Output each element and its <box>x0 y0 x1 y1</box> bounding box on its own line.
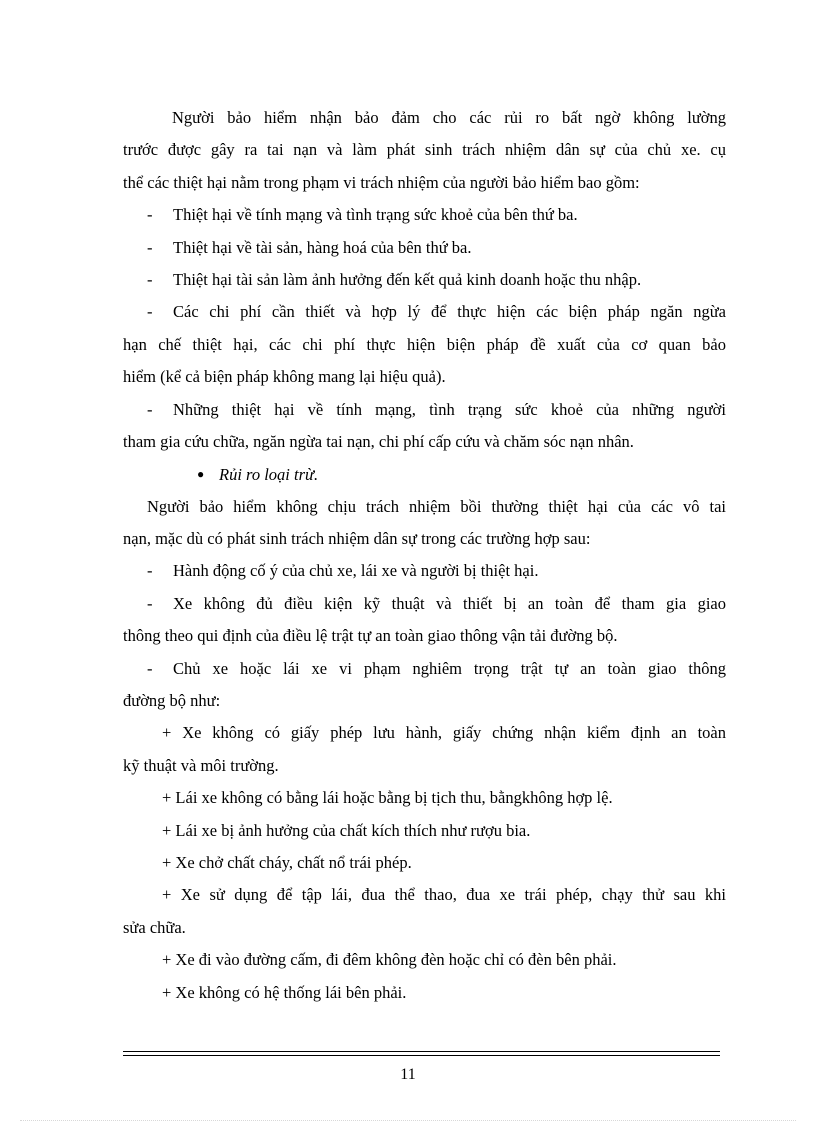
line-text: hiểm (kể cả biện pháp không mang lại hiệu quả). <box>123 367 446 387</box>
line-text: sửa chữa. <box>123 917 186 937</box>
paragraph-line <box>123 912 726 944</box>
dash-marker: - <box>147 269 153 289</box>
dash-marker: - <box>147 658 153 678</box>
line-text: + Xe sử dụng để tập lái, đua thể thao, đua xe trái phép, chạy thử sau khi <box>162 885 726 905</box>
line-text: Thiệt hại về tài sản, hàng hoá của bên thứ ba. <box>173 237 472 257</box>
line-text: nạn, mặc dù có phát sinh trách nhiệm dân sự trong các trường hợp sau: <box>123 529 591 549</box>
paragraph-line <box>123 620 726 652</box>
dash-marker: - <box>147 205 153 225</box>
dash-marker: - <box>147 399 153 419</box>
line-text: Các chi phí cần thiết và hợp lý để thực hiện các biện pháp ngăn ngừa <box>173 302 726 322</box>
section-heading-bullet <box>123 458 726 490</box>
line-text: Người bảo hiểm nhận bảo đảm cho các rủi ro bất ngờ không lường <box>172 108 726 127</box>
line-text: Những thiệt hại về tính mạng, tình trạng sức khoẻ của những người <box>173 399 726 419</box>
plus-list-item <box>123 879 726 911</box>
line-text: Thiệt hại về tính mạng và tình trạng sức khoẻ của bên thứ ba. <box>173 205 578 225</box>
plus-list-item <box>123 977 726 1009</box>
plus-list-item <box>123 944 726 976</box>
line-text: tham gia cứu chữa, ngăn ngừa tai nạn, chi phí cấp cứu và chăm sóc nạn nhân. <box>123 431 634 451</box>
line-text: + Xe đi vào đường cấm, đi đêm không đèn hoặc chỉ có đèn bên phải. <box>162 950 617 970</box>
line-text: Xe không đủ điều kiện kỹ thuật và thiết bị an toàn để tham gia giao <box>173 593 726 613</box>
line-text: hạn chế thiệt hại, các chi phí thực hiện biện pháp đề xuất của cơ quan bảo <box>123 334 726 354</box>
paragraph-line <box>123 523 726 555</box>
dash-list-item <box>123 232 726 264</box>
plus-list-item <box>123 782 726 814</box>
paragraph-line <box>123 167 726 199</box>
dash-list-item <box>123 653 726 685</box>
line-text: Rủi ro loại trừ. <box>219 465 319 485</box>
paragraph-line <box>123 685 726 717</box>
dash-list-item <box>123 588 726 620</box>
page-bottom-edge <box>20 1120 796 1121</box>
line-text: Hành động cố ý của chủ xe, lái xe và người bị thiệt hại. <box>173 561 539 581</box>
plus-list-item <box>123 847 726 879</box>
line-text: thông theo qui định của điều lệ trật tự an toàn giao thông vận tải đường bộ. <box>123 626 618 646</box>
paragraph-first-line <box>123 102 726 134</box>
line-text: Chủ xe hoặc lái xe vi phạm nghiêm trọng trật tự an toàn giao thông <box>173 658 726 678</box>
dash-list-item <box>123 296 726 328</box>
dash-marker: - <box>147 302 153 322</box>
line-text: + Xe không có hệ thống lái bên phải. <box>162 982 407 1002</box>
plus-list-item <box>123 717 726 749</box>
line-text: kỹ thuật và môi trường. <box>123 755 279 775</box>
line-text: + Xe chở chất cháy, chất nổ trái phép. <box>162 852 412 872</box>
line-text: Người bảo hiểm không chịu trách nhiệm bồi thường thiệt hại của các vô tai <box>147 496 726 516</box>
paragraph-first-line <box>123 491 726 523</box>
paragraph-line <box>123 134 726 166</box>
line-text: + Xe không có giấy phép lưu hành, giấy chứng nhận kiểm định an toàn <box>162 723 726 743</box>
dash-list-item <box>123 394 726 426</box>
paragraph-line <box>123 426 726 458</box>
paragraph-line <box>123 750 726 782</box>
line-text: trước được gây ra tai nạn và làm phát sinh trách nhiệm dân sự của chủ xe. cụ <box>123 140 726 160</box>
bullet-icon: ● <box>197 467 205 482</box>
line-text: thể các thiệt hại nằm trong phạm vi trách nhiệm của người bảo hiểm bao gồm: <box>123 172 640 192</box>
line-text: + Lái xe không có bằng lái hoặc bằng bị tịch thu, bằngkhông hợp lệ. <box>162 788 613 808</box>
page-number: 11 <box>400 1066 416 1083</box>
dash-marker: - <box>147 593 153 613</box>
body-text <box>123 102 726 1009</box>
paragraph-line <box>123 329 726 361</box>
dash-marker: - <box>147 237 153 257</box>
footer-double-rule <box>123 1051 720 1056</box>
plus-list-item <box>123 815 726 847</box>
line-text: Thiệt hại tài sản làm ảnh hưởng đến kết quả kinh doanh hoặc thu nhập. <box>173 269 642 289</box>
dash-list-item <box>123 264 726 296</box>
paragraph-line <box>123 361 726 393</box>
dash-list-item <box>123 199 726 231</box>
line-text: + Lái xe bị ảnh hưởng của chất kích thích như rượu bia. <box>162 820 531 840</box>
dash-marker: - <box>147 561 153 581</box>
dash-list-item <box>123 555 726 587</box>
line-text: đường bộ như: <box>123 691 221 711</box>
